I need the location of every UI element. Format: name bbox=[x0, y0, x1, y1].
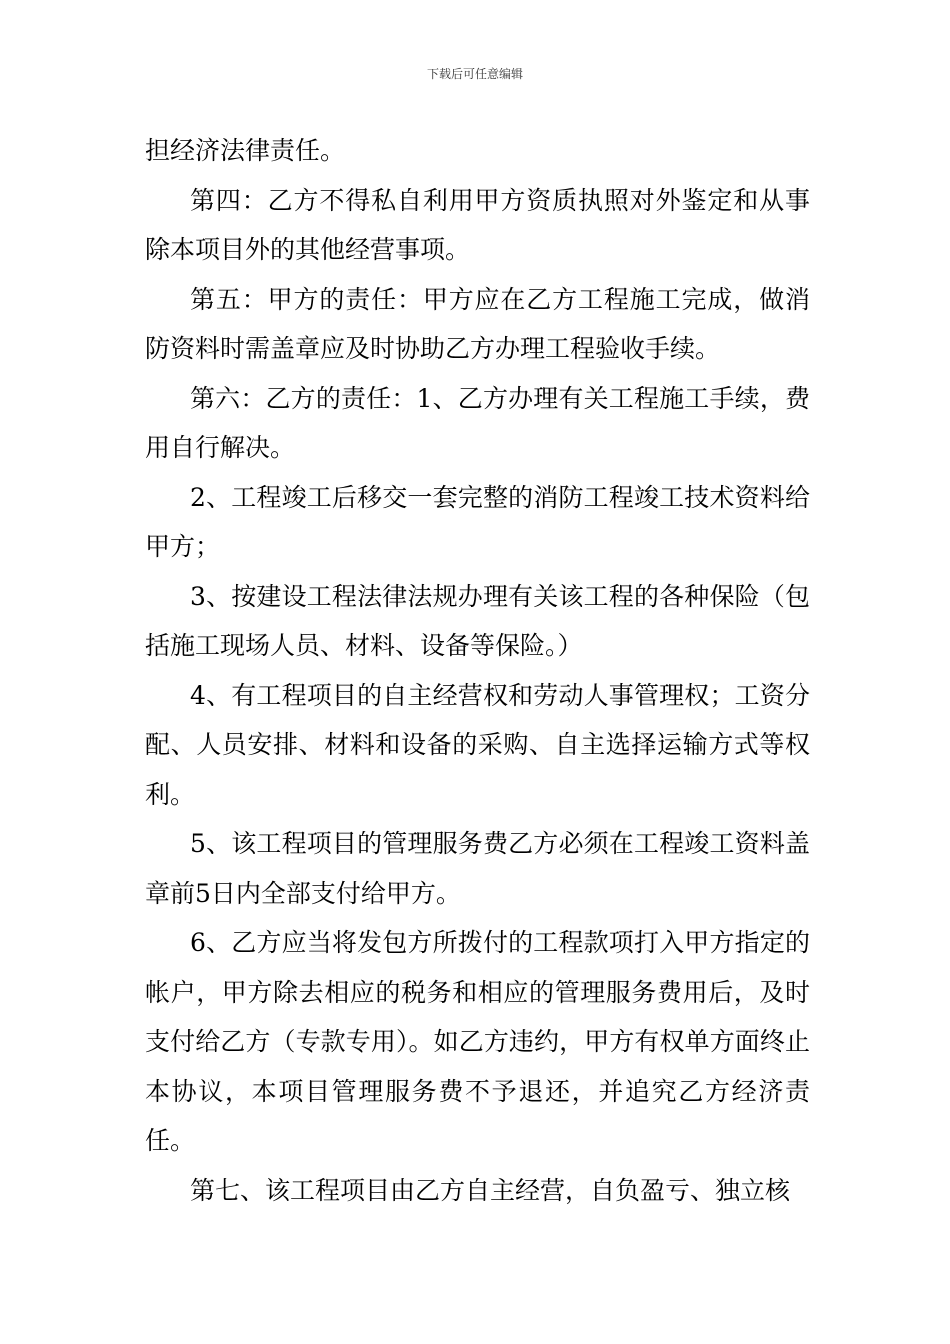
paragraph-item-5: 5、该工程项目的管理服务费乙方必须在工程竣工资料盖章前5日内全部支付给甲方。 bbox=[145, 829, 810, 908]
paragraph-clause-6: 第六：乙方的责任：1、乙方办理有关工程施工手续，费用自行解决。 bbox=[145, 383, 810, 462]
paragraph-item-2: 2、工程竣工后移交一套完整的消防工程竣工技术资料给甲方； bbox=[145, 482, 810, 561]
document-body bbox=[145, 126, 810, 1215]
page-header: 下载后可任意编辑 bbox=[426, 67, 523, 81]
paragraph-clause-7: 第七、该工程项目由乙方自主经营，自负盈亏、独立核 bbox=[190, 1175, 791, 1205]
paragraph-item-3: 3、按建设工程法律法规办理有关该工程的各种保险（包括施工现场人员、材料、设备等保险。） bbox=[145, 581, 810, 660]
paragraph-clause-5: 第五：甲方的责任：甲方应在乙方工程施工完成，做消防资料时需盖章应及时协助乙方办理工程验收手续。 bbox=[145, 284, 810, 363]
paragraph-continuation: 担经济法律责任。 bbox=[145, 136, 346, 165]
paragraph-item-6: 6、乙方应当将发包方所拨付的工程款项打入甲方指定的帐户，甲方除去相应的税务和相应的管理服务费用后，及时支付给乙方（专款专用）。如乙方违约，甲方有权单方面终止本协议，本项目管理服务费不予退还，并追究乙方经济责任。 bbox=[145, 928, 810, 1155]
paragraph-clause-4: 第四：乙方不得私自利用甲方资质执照对外鉴定和从事除本项目外的其他经营事项。 bbox=[145, 185, 810, 264]
paragraph-item-4: 4、有工程项目的自主经营权和劳动人事管理权；工资分配、人员安排、材料和设备的采购、自主选择运输方式等权利。 bbox=[145, 680, 810, 809]
